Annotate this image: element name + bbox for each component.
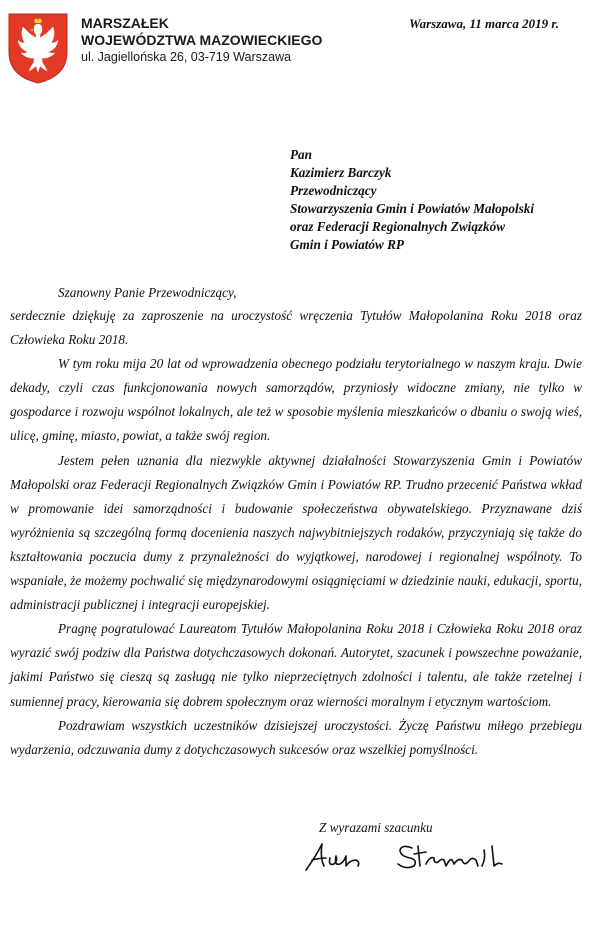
recipient-line: Gmin i Powiatów RP: [290, 237, 404, 252]
sender-title: MARSZAŁEK: [81, 15, 169, 31]
letter-date: Warszawa, 11 marca 2019 r.: [409, 16, 560, 31]
letter-body: [10, 304, 582, 762]
recipient-line: Przewodniczący: [290, 183, 377, 198]
sender-address: ul. Jagiellońska 26, 03-719 Warszawa: [81, 50, 292, 64]
recipient-line: Kazimierz Barczyk: [290, 165, 392, 180]
recipient-line: Pan: [290, 147, 312, 162]
body-paragraph: Jestem pełen uznania dla niezwykle aktywnej działalności Stowarzyszenia Gmin i Powiatów Małopolski oraz Federacji Regionalnych Związków Gmin i Powiatów RP. Trudno przecenić Państwa wkład w promowanie idei samorządności i budowanie społeczeństwa obywatelskiego. Przyznawane dziś wyróżnienia są szczególną formą docenienia naszych najwybitniejszych rodaków, przyczyniają się także do kształtowania poczucia dumy z przynależności do wyjątkowej, narodowej i regionalnej wspólnoty. To wspaniałe, że możemy pochwalić się międzynarodowymi osiągnięciami w dziedzinie nauki, edukacji, sportu, administracji publicznej i integracji europejskiej.: [10, 452, 582, 613]
body-paragraph: W tym roku mija 20 lat od wprowadzenia obecnego podziału terytorialnego w naszym kraju. Dwie dekady, czyli czas funkcjonowania nowych samorządów, przyniosły widoczne zmiany, nie tylko w gospodarce i rozwoju wspólnot lokalnych, ale też w sposobie myślenia mieszkańców o dbaniu o swoją wieś, ulicę, gminę, miasto, powiat, a także swój region.: [10, 356, 582, 444]
mazovia-eagle-crest-icon: [7, 12, 69, 84]
handwritten-signature: [302, 836, 512, 876]
sender-organization-name: [81, 15, 322, 49]
salutation: Szanowny Panie Przewodniczący,: [58, 285, 237, 300]
body-paragraph: serdecznie dziękuję za zaproszenie na uroczystość wręczenia Tytułów Małopolanina Roku 2018 oraz Człowieka Roku 2018.: [10, 308, 582, 348]
sender-office: WOJEWÓDZTWA MAZOWIECKIEGO: [81, 32, 323, 48]
body-paragraph: Pozdrawiam wszystkich uczestników dzisiejszej uroczystości. Życzę Państwu miłego przebiegu wydarzenia, odczuwania dumy z dotychczasowych sukcesów oraz wszelkiej pomyślności.: [10, 717, 582, 757]
closing-phrase: Z wyrazami szacunku: [319, 820, 433, 835]
recipient-line: Stowarzyszenia Gmin i Powiatów Małopolski: [290, 201, 535, 216]
recipient-line: oraz Federacji Regionalnych Związków: [290, 219, 506, 234]
recipient-block: [290, 146, 534, 254]
body-paragraph: Pragnę pogratulować Laureatom Tytułów Małopolanina Roku 2018 i Człowieka Roku 2018 oraz wyrazić swój podziw dla Państwa dotychczasowych dokonań. Autorytet, szacunek i powszechne poważanie, jakimi Państwo się cieszą są zasługą nie tylko nieprzeciętnych zdolności i talentu, ale także rzetelnej i sumiennej pracy, kierowania się dobrem społecznym oraz wierności moralnym i etycznym wartościom.: [10, 621, 582, 709]
